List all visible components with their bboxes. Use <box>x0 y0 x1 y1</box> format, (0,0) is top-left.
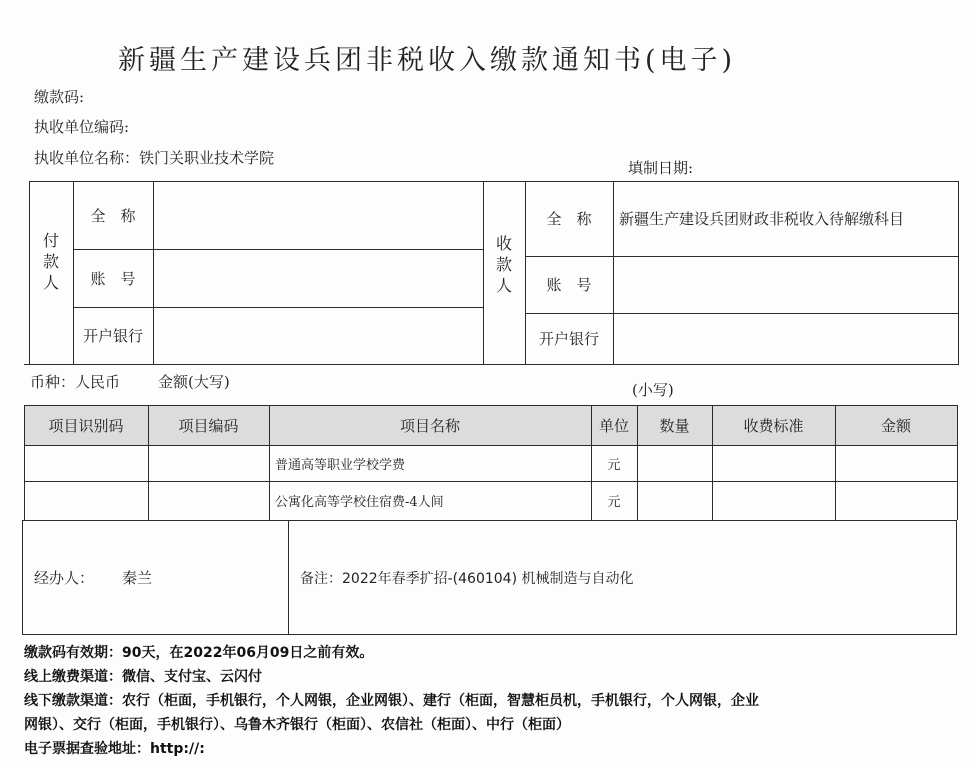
table-row-1-quantity <box>637 445 712 481</box>
payee-bank-field[interactable] <box>613 313 958 364</box>
col-header-item-name: 项目名称 <box>399 416 460 435</box>
verify-url-note[interactable]: 电子票据查验地址：http://: <box>24 741 205 757</box>
payer-bank-label: 开户银行 <box>82 327 143 345</box>
unit-code-label: 执收单位编码: <box>34 118 130 136</box>
payer-label-char: 人 <box>42 273 59 292</box>
amount-lower-label: (小写) <box>632 381 674 399</box>
table-row-2-amount <box>835 481 957 520</box>
payee-label-char: 人 <box>495 276 512 295</box>
table-row-2-unit: 元 <box>607 495 621 510</box>
payee-full-name-value: 新疆生产建设兵团财政非税收入待解缴科目 <box>619 210 905 228</box>
remark-text: 备注：2022年春季扩招-(460104) 机械制造与自动化 <box>300 571 634 587</box>
col-header-unit: 单位 <box>598 416 629 435</box>
table-row-2-fee-standard <box>712 481 835 520</box>
payee-account-label: 账 号 <box>546 276 592 294</box>
col-header-amount: 金额 <box>880 416 911 435</box>
col-header-quantity: 数量 <box>659 416 690 435</box>
col-header-item-code: 项目编码 <box>178 416 239 435</box>
table-row-2-item-id <box>24 481 148 520</box>
payer-label-char: 款 <box>42 252 59 271</box>
document-title: 新疆生产建设兵团非税收入缴款通知书(电子) <box>118 45 737 76</box>
payee-label-char: 收 <box>495 234 512 253</box>
payer-full-name-field[interactable] <box>153 181 483 249</box>
payer-account-label: 账 号 <box>90 269 136 288</box>
table-row-2-quantity <box>637 481 712 520</box>
payer-full-name-label: 全 称 <box>90 206 136 225</box>
payer-bank-field[interactable] <box>153 307 483 364</box>
table-row-1-item-id <box>24 445 148 481</box>
payee-account-field[interactable] <box>613 256 958 313</box>
table-row-1-amount <box>835 445 957 481</box>
payee-label <box>483 233 525 296</box>
payee-label-char: 款 <box>495 255 512 274</box>
currency-label: 币种：人民币 <box>30 373 121 391</box>
table-row-2-item-name: 公寓化高等学校住宿费-4人间 <box>275 495 444 510</box>
validity-note: 缴款码有效期：90天，在2022年06月09日之前有效。 <box>24 645 374 661</box>
offline-channels-note-cont: 网银）、交行（柜面，手机银行）、乌鲁木齐银行（柜面）、农信社（柜面）、中行（柜面） <box>24 717 570 733</box>
payer-label-char: 付 <box>42 231 59 250</box>
table-row-1-unit: 元 <box>607 457 621 473</box>
table-row-1-item-name: 普通高等职业学校学费 <box>275 457 406 473</box>
unit-name-label: 执收单位名称：铁门关职业技术学院 <box>34 149 275 167</box>
fill-date-label: 填制日期: <box>628 159 694 177</box>
col-header-item-id: 项目识别码 <box>48 416 124 435</box>
payer-label <box>29 230 73 293</box>
handler-label: 经办人： <box>34 569 95 587</box>
table-row-2-item-code <box>148 481 269 520</box>
payer-account-field[interactable] <box>153 249 483 307</box>
payee-full-name-label: 全 称 <box>546 210 592 228</box>
payment-code-label: 缴款码: <box>34 88 85 106</box>
amount-upper-label: 金额(大写) <box>158 373 230 391</box>
table-row-1-item-code <box>148 445 269 481</box>
table-row-1-fee-standard <box>712 445 835 481</box>
online-channels-note: 线上缴费渠道：微信、支付宝、云闪付 <box>24 669 262 685</box>
offline-channels-note: 线下缴款渠道：农行（柜面，手机银行，个人网银，企业网银）、建行（柜面，智慧柜员机，手机银行，个人网银，企业 <box>24 693 759 709</box>
col-header-fee-standard: 收费标准 <box>743 416 804 435</box>
handler-name: 秦兰 <box>122 569 153 587</box>
payee-bank-label: 开户银行 <box>538 330 599 348</box>
